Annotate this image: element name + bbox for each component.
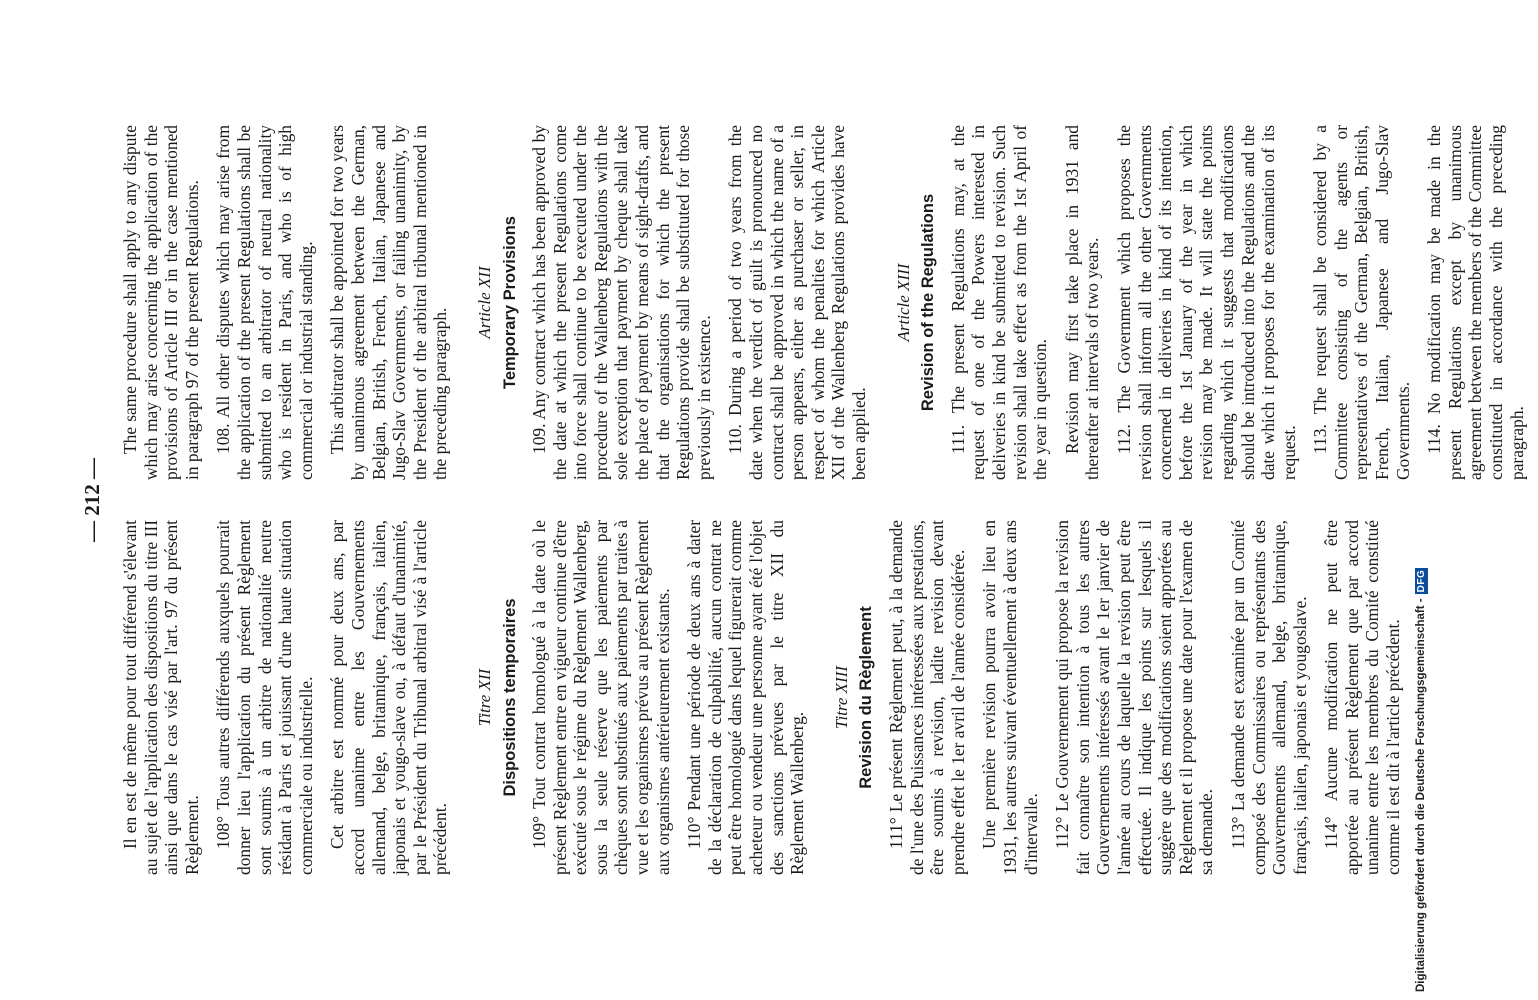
french-paragraph: 110° Pendant une période de deux ans à dater de la déclaration de culpabilité, aucun contrat ne peut être homologué dans lequel figurerait comme acheteur ou vendeur une personne ayant été l'objet des sanctions prévues par le titre XII du Règlement Wallenberg.: [684, 520, 808, 875]
dfg-logo: DFG: [1415, 569, 1427, 593]
english-paragraph: 109. Any contract which has been approved by the date at which the present Regulations come into force shall continue to be executed under the procedure of the Wallenberg Regulations with the sole exception that payment by cheque shall take the place of payment by means of sight-drafts, and that the organisations for which the present Regulations provide shall be substituted for those previously in existence.: [529, 125, 714, 480]
french-paragraph: 112° Le Gouvernement qui propose la revision fait connaître son intention à tous les autres Gouvernements intéressés avant le 1er janvier de l'année au cours de laquelle la revision peut être effectuée. Il indique les points sur lesquels il suggère que des modifications soient apportées au Règlement et il propose une date pour l'examen de sa demande.: [1052, 520, 1217, 875]
french-paragraph: 113° La demande est examinée par un Comité composé des Commissaires ou représentants des Gouvernements allemand, belge, britannique, français, italien, japonais et yougoslave.: [1227, 520, 1310, 875]
french-paragraph: 114° Aucune modification ne peut être apportée au présent Règlement que par accord unanime entre les membres du Comité constitué comme il est dit à l'article précédent.: [1321, 520, 1404, 875]
french-paragraph: 111° Le présent Règlement peut, à la demande de l'une des Puissances intéressées aux prestations, être soumis à revision, ladite revision devant prendre effet le 1er avril de l'année considérée.: [886, 520, 968, 875]
english-paragraph: 113. The request shall be considered by a Committee consisting of the agents or representatives of the German, Belgian, British, French, Italian, Japanese and Jugo-Slav Governments.: [1310, 125, 1413, 480]
english-paragraph: 108. All other disputes which may arise from the application of the present Regulations shall be submitted to an arbitrator of neutral nationality who is resident in Paris, and who is of high commercial or industrial standing.: [213, 125, 316, 480]
digitization-note: [1412, 7, 1430, 992]
english-paragraph: 111. The present Regulations may, at the request of one of the Powers interested in deliveries in kind be submitted to revision. Such revision shall take effect as from the 1st April of the year in question.: [947, 125, 1051, 480]
english-paragraph: 114. No modification may be made in the present Regulations except by unanimous agreement between the members of the Committee constituted in accordance with the preceding paragraph.: [1424, 125, 1527, 480]
english-paragraph: The same procedure shall apply to any dispute which may arise concerning the application of the provisions of Article III or in the case mentioned in paragraph 97 of the present Regulations.: [120, 125, 202, 480]
english-paragraph: Revision may first take place in 1931 and thereafter at intervals of two years.: [1061, 125, 1103, 480]
digitization-note-text: Digitalisierung gefördert durch die Deutsche Forschungsgemeinschaft -: [1415, 598, 1427, 992]
english-paragraph: 112. The Government which proposes the revision shall inform all the other Governments concerned in deliveries in kind of its intention, before the 1st January of the year in which revision may be made. It will state the points regarding which it suggests that modifications should be introduced into the Regulations and the date which it proposes for the examination of its request.: [1113, 125, 1299, 480]
french-title-xiii: Titre XIII: [831, 665, 851, 730]
english-paragraph: 110. During a period of two years from the date when the verdict of guilt is pronounced no contract shall be approved in which the name of a person appears, either as purchaser or seller, in respect of whom the penalties for which Article XII of the Wallenberg Regulations provides have been applied.: [725, 125, 869, 480]
english-heading-xii: Temporary Provisions: [500, 216, 519, 390]
french-column: [120, 520, 1415, 875]
english-title-xiii: Article XIII: [893, 263, 913, 342]
french-heading-xiii: Revision du Règlement: [857, 606, 876, 789]
french-paragraph: Une première revision pourra avoir lieu en 1931, les autres suivant éventuellement à deux ans d'intervalle.: [979, 520, 1041, 875]
french-heading-xii: Dispositions temporaires: [500, 598, 519, 797]
english-heading-xiii: Revision of the Regulations: [919, 193, 938, 412]
french-paragraph: Cet arbitre est nommé pour deux ans, par accord unanime entre les Gouvernements allemand, belge, britannique, français, italien, japonais et yougo-slave ou, à défaut d'unanimité, par le Président du Tribunal arbitral visé à l'article précédent.: [327, 520, 451, 875]
english-paragraph: This arbitrator shall be appointed for two years by unanimous agreement between the German, Belgian, British, French, Italian, Japanese and Jugo-Slav Governments, or failing unanimity, by the President of the arbitral tribunal mentioned in the preceding paragraph.: [327, 125, 451, 480]
french-paragraph: Il en est de même pour tout différend s'élevant au sujet de l'application des dispositions du titre III ainsi que dans le cas visé par l'art. 97 du présent Règlement.: [120, 520, 202, 875]
page-number: — 212 —: [80, 458, 104, 542]
english-title-xii: Article XII: [474, 266, 494, 339]
french-title-xii: Titre XII: [474, 668, 494, 727]
french-paragraph: 108° Tous autres différends auxquels pourrait donner lieu l'application du présent Règlement sont soumis à un arbitre de nationalité neutre résidant à Paris et jouissant d'une haute situation commerciale ou industrielle.: [213, 520, 316, 875]
english-column: [120, 125, 1538, 480]
french-paragraph: 109° Tout contrat homologué à la date où le présent Règlement entre en vigueur continue d'être exécuté sous le régime du Règlement Wallenberg, sous la seule réserve que les paiements par chèques sont substitués aux paiements par traites à vue et les organismes prévus au présent Règlement aux organismes antérieurement existants.: [529, 520, 673, 875]
